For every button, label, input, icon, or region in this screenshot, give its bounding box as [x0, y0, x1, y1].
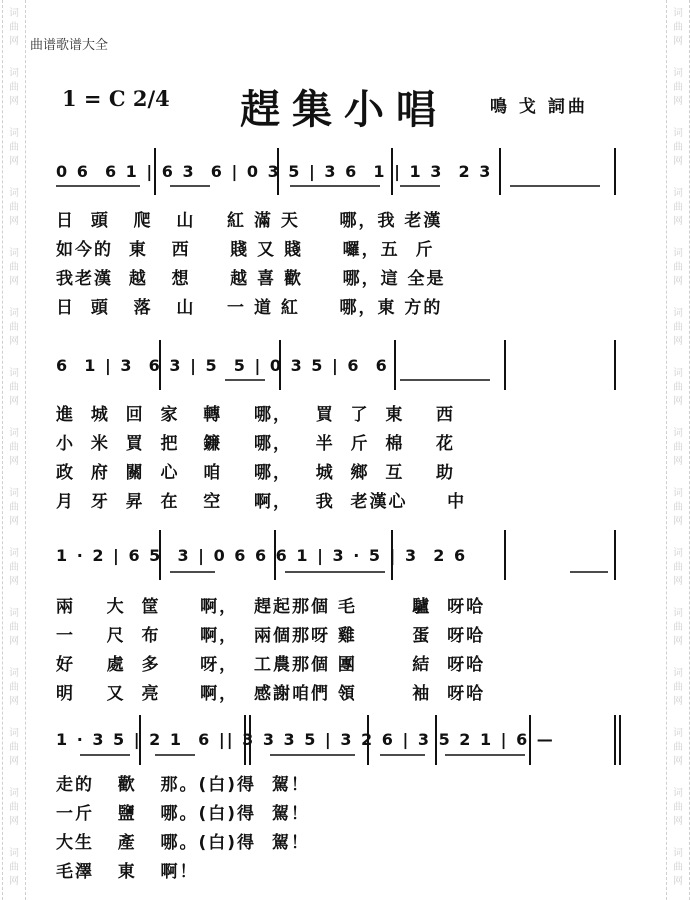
lyric-3-2: 一 尺 布 啊， 兩個那呀 雞 蛋 呀哈: [56, 626, 486, 646]
watermark-glyph: 网: [9, 36, 19, 47]
watermark-glyph: 网: [9, 756, 19, 767]
system-2-notes: 6 1 | 3 6 3 | 5 5 | 0 3 5 | 6 6: [56, 356, 389, 375]
watermark-glyph: 曲: [673, 622, 683, 633]
watermark-glyph: 网: [673, 96, 683, 107]
watermark-glyph: 网: [673, 756, 683, 767]
system-3-notes: 1 · 2 | 6 5 3 | 0 6 6 6 1 | 3 · 5 | 3 2 6: [56, 546, 468, 565]
watermark-glyph: 网: [9, 456, 19, 467]
watermark-glyph: 词: [673, 848, 683, 859]
lyric-4-4: 毛澤 東 啊！: [56, 862, 199, 882]
watermark-glyph: 曲: [673, 142, 683, 153]
watermark-glyph: 词: [9, 608, 19, 619]
watermark-glyph: 网: [673, 696, 683, 707]
song-credit: 鳴 戈 詞曲: [490, 97, 588, 117]
watermark-glyph: 词: [673, 68, 683, 79]
watermark-glyph: 曲: [9, 742, 19, 753]
watermark-glyph: 词: [673, 548, 683, 559]
watermark-glyph: 曲: [673, 202, 683, 213]
watermark-glyph: 词: [9, 548, 19, 559]
watermark-glyph: 词: [673, 668, 683, 679]
watermark-glyph: 曲: [9, 82, 19, 93]
watermark-glyph: 网: [673, 516, 683, 527]
watermark-glyph: 曲: [9, 442, 19, 453]
watermark-glyph: 词: [673, 308, 683, 319]
watermark-glyph: 曲: [9, 142, 19, 153]
watermark-glyph: 词: [9, 188, 19, 199]
watermark-glyph: 曲: [673, 742, 683, 753]
watermark-glyph: 词: [673, 368, 683, 379]
watermark-glyph: 词: [673, 248, 683, 259]
watermark-glyph: 曲: [673, 22, 683, 33]
watermark-glyph: 词: [9, 668, 19, 679]
watermark-glyph: 词: [9, 248, 19, 259]
watermark-glyph: 词: [673, 428, 683, 439]
watermark-glyph: 曲: [9, 562, 19, 573]
watermark-glyph: 网: [9, 516, 19, 527]
watermark-glyph: 曲: [673, 322, 683, 333]
watermark-glyph: 词: [9, 368, 19, 379]
watermark-glyph: 曲: [673, 262, 683, 273]
lyric-1-2: 如今的 東 西 賤 又 賤 囉，五 斤: [56, 240, 435, 260]
key-signature-text: 1 = C 2/4: [62, 86, 170, 111]
watermark-glyph: 网: [673, 456, 683, 467]
watermark-glyph: 曲: [9, 502, 19, 513]
watermark-glyph: 曲: [673, 502, 683, 513]
watermark-glyph: 曲: [673, 382, 683, 393]
site-label: 曲谱歌谱大全: [30, 38, 109, 53]
watermark-glyph: 网: [9, 336, 19, 347]
lyric-3-1: 兩 大 筐 啊， 趕起那個 毛 驢 呀哈: [56, 597, 486, 617]
watermark-glyph: 曲: [9, 322, 19, 333]
lyric-3-4: 明 又 亮 啊， 感謝咱們 領 袖 呀哈: [56, 684, 486, 704]
watermark-glyph: 曲: [9, 622, 19, 633]
watermark-glyph: 曲: [673, 442, 683, 453]
lyric-1-1: 日 頭 爬 山 紅 滿 天 哪，我 老漢: [56, 211, 443, 231]
watermark-glyph: 词: [9, 128, 19, 139]
watermark-glyph: 网: [9, 696, 19, 707]
watermark-glyph: 网: [9, 636, 19, 647]
watermark-glyph: 词: [673, 128, 683, 139]
watermark-glyph: 网: [673, 216, 683, 227]
lyric-2-2: 小 米 買 把 鐮 哪， 半 斤 棉 花: [56, 434, 456, 454]
watermark-glyph: 曲: [9, 262, 19, 273]
lyric-4-2: 一斤 鹽 哪。(白)得 駕！: [56, 804, 310, 824]
watermark-glyph: 网: [9, 276, 19, 287]
lyric-4-1: 走的 歡 那。(白)得 駕！: [56, 775, 310, 795]
watermark-glyph: 曲: [673, 682, 683, 693]
watermark-glyph: 网: [673, 396, 683, 407]
watermark-glyph: 网: [9, 576, 19, 587]
watermark-glyph: 曲: [9, 802, 19, 813]
watermark-glyph: 词: [9, 8, 19, 19]
watermark-glyph: 网: [9, 156, 19, 167]
watermark-glyph: 词: [9, 308, 19, 319]
watermark-glyph: 曲: [673, 802, 683, 813]
watermark-glyph: 曲: [673, 862, 683, 873]
song-title: 趕集小唱: [240, 86, 448, 133]
system-1-notes: 0 6 6 1 | 6 3 6 | 0 3 5 | 3 6 1 | 1 3 2 3: [56, 162, 493, 181]
watermark-glyph: 网: [9, 876, 19, 887]
lyric-4-3: 大生 產 哪。(白)得 駕！: [56, 833, 310, 853]
watermark-glyph: 曲: [9, 22, 19, 33]
watermark-glyph: 网: [673, 816, 683, 827]
watermark-glyph: 曲: [9, 682, 19, 693]
watermark-glyph: 词: [9, 788, 19, 799]
watermark-glyph: 词: [673, 788, 683, 799]
watermark-glyph: 网: [9, 396, 19, 407]
watermark-glyph: 曲: [9, 202, 19, 213]
lyric-2-1: 進 城 回 家 轉 哪， 買 了 東 西: [56, 405, 456, 425]
watermark-glyph: 网: [673, 636, 683, 647]
watermark-glyph: 网: [673, 276, 683, 287]
watermark-glyph: 曲: [9, 382, 19, 393]
watermark-glyph: 词: [9, 488, 19, 499]
lyric-1-3: 我老漢 越 想 越 喜 歡 哪，這 全是: [56, 269, 446, 289]
watermark-glyph: 网: [673, 156, 683, 167]
lyric-3-3: 好 處 多 呀， 工農那個 團 結 呀哈: [56, 655, 486, 675]
lyric-2-4: 月 牙 昇 在 空 啊， 我 老漢心 中: [56, 492, 467, 512]
watermark-glyph: 网: [673, 336, 683, 347]
watermark-glyph: 词: [9, 848, 19, 859]
watermark-glyph: 词: [673, 728, 683, 739]
watermark-glyph: 词: [673, 188, 683, 199]
watermark-glyph: 网: [673, 36, 683, 47]
watermark-glyph: 网: [673, 576, 683, 587]
watermark-glyph: 词: [9, 428, 19, 439]
lyric-1-4: 日 頭 落 山 一 道 紅 哪，東 方的: [56, 298, 443, 318]
watermark-glyph: 词: [9, 68, 19, 79]
system-4-notes: 1 · 3 5 | 2 1 6 || 3 3 3 5 | 3 2 6 | 3 5 2 1 | 6 —: [56, 730, 555, 749]
lyric-2-3: 政 府 關 心 咱 哪， 城 鄉 互 助: [56, 463, 456, 483]
watermark-glyph: 网: [9, 96, 19, 107]
watermark-glyph: 词: [673, 8, 683, 19]
watermark-glyph: 词: [673, 608, 683, 619]
watermark-glyph: 网: [673, 876, 683, 887]
watermark-glyph: 词: [673, 488, 683, 499]
watermark-glyph: 词: [9, 728, 19, 739]
watermark-glyph: 曲: [673, 562, 683, 573]
watermark-glyph: 网: [9, 216, 19, 227]
watermark-glyph: 网: [9, 816, 19, 827]
watermark-glyph: 曲: [673, 82, 683, 93]
watermark-glyph: 曲: [9, 862, 19, 873]
